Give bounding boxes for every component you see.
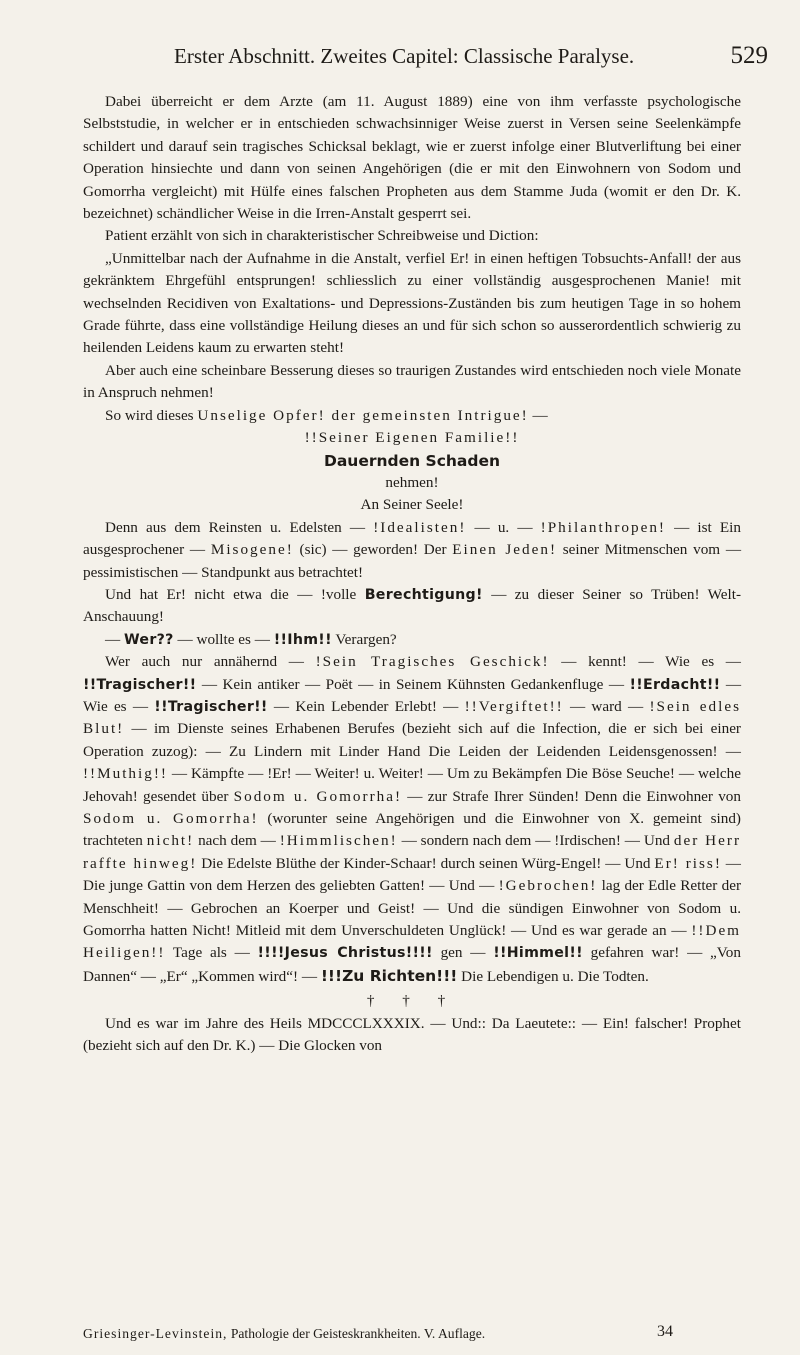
running-title: Erster Abschnitt. Zweites Capitel: Classische Paralyse. bbox=[174, 44, 635, 68]
quote-paragraph: Und hat Er! nicht etwa die — !volle Berechtigung! — zu dieser Seiner so Trüben! Welt-Anschauung! bbox=[83, 585, 742, 626]
page-number: 529 bbox=[730, 42, 768, 69]
paragraph: Dabei überreicht er dem Arzte (am 11. August 1889) eine von ihm verfasste psychologische Selbststudie, in welcher er in entschieden schwachsinniger Weise zuerst in Versen seine Seelenkämpfe schildert und darauf sein tragisches Schicksal beklagt, wie er zuerst infolge einer Blutverliftung bei einer Operation hinsiechte und dann von seinen Angehörigen (die er mit den Einwohnern von Sodom und Gomorrha vergleicht) mit Hülfe eines falschen Propheten aus dem Stamme Juda (womit er den Dr. K. bezeichnet) schändlicher Weise in die Irren-Anstalt gesperrt sei. bbox=[83, 93, 741, 223]
cross-symbols: † † † bbox=[366, 992, 458, 1010]
quote-paragraph: So wird dieses Unselige Opfer! der gemeinsten Intrigue! — bbox=[105, 406, 548, 424]
signature-footer bbox=[83, 1323, 741, 1342]
centered-heading: Dauernden Schaden bbox=[323, 451, 501, 470]
sheet-number: 34 bbox=[657, 1323, 673, 1340]
quote-paragraph: — Wer?? — wollte es — !!Ihm!! Verargen? bbox=[105, 630, 397, 648]
centered-line: nehmen! bbox=[385, 473, 439, 491]
centered-line: An Seiner Seele! bbox=[360, 496, 464, 514]
author-signature: Griesinger-Levinstein, bbox=[83, 1326, 228, 1341]
body-text bbox=[83, 91, 741, 1057]
quote-paragraph: Aber auch eine scheinbare Besserung dieses so traurigen Zustandes wird entschieden noch viele Monate in Anspruch nehmen! bbox=[83, 361, 741, 402]
quote-paragraph: Denn aus dem Reinsten u. Edelsten — !Idealisten! — u. — !Philanthropen! — ist Ein ausgesprochener — Misogene! (sic) — geworden! Der Einen Jeden! seiner Mitmenschen vom — pessimistischen — Standpunkt aus betrachtet! bbox=[83, 518, 742, 581]
quote-paragraph: Und es war im Jahre des Heils MDCCCLXXXIX. — Und:: Da Laeutete:: — Ein! falscher! Prophet (bezieht sich auf den Dr. K.) — Die Glocken von bbox=[83, 1014, 741, 1055]
paragraph: Patient erzählt von sich in charakteristischer Schreibweise und Diction: bbox=[105, 227, 539, 245]
book-title: Pathologie der Geisteskrankheiten. V. Auflage. bbox=[227, 1326, 486, 1341]
quote-paragraph: „Unmittelbar nach der Aufnahme in die Anstalt, verfiel Er! in einen heftigen Tobsuchts-Anfall! der aus gekränktem Ehrgefühl entsprungen! schliesslich zu einer vollständig ausgesprochenen Manie! mit wechselnden Recidiven von Exaltations- und Depressions-Zuständen bis zum heutigen Tage in so hohem Grade führte, dass eine vollständige Heilung dieses an und für sich schon so ausserordentlich schwierig zu heilenden Leidens kaum zu erwarten steht! bbox=[83, 249, 741, 357]
running-header bbox=[84, 44, 768, 70]
quote-paragraph: Wer auch nur annähernd — !Sein Tragisches Geschick! — kennt! — Wie es — !!Tragischer!! — Kein antiker — Poët — in Seinem Kühnsten Gedankenfluge — !!Erdacht!! — Wie es — !!Tragischer!! — Kein Lebender Erlebt! — !!Vergiftet!! — ward — !Sein edles Blut! — im Dienste seines Erhabenen Berufes (bezieht sich auf die Infection, die er sich bei einer Operation zuzog): — Zu Lindern mit Linder Hand Die Leiden der Leidenden Leidensgenossen! — !!Muthig!! — Kämpfte — !Er! — Weiter! u. Weiter! — Um zu Bekämpfen Die Böse Seuche! — welche Jehovah! gesendet über Sodom u. Gomorrha! — zur Strafe Ihrer Sünden! Denn die Einwohner von Sodom u. Gomorrha! (worunter seine Angehörigen und die Einwohner von X. gemeint sind) trachteten nicht! nach dem — !Himmlischen! — sondern nach dem — !Irdischen! — Und der Herr raffte hinweg! Die Edelste Blüthe der Kinder-Schaar! durch seinen Würg-Engel! — Und Er! riss! — Die junge Gattin von dem Herzen des geliebten Gatten! — Und — !Gebrochen! lag der Edle Retter der Menschheit! — Gebrochen an Koerper und Geist! — Und die sündigen Einwohner von Sodom u. Gomorrha hatten Nicht! Mitleid mit dem Unverschuldeten Unglück! — Und es war gerade an — !!Dem Heiligen!! Tage als — !!!!Jesus Christus!!!! gen — !!Himmel!! gefahren war! — „Von Dannen“ — „Er“ „Kommen wird“! — !!!Zu Richten!!! Die Lebendigen u. Die Todten. bbox=[83, 653, 742, 985]
centered-line: !!Seiner Eigenen Familie!! bbox=[304, 429, 520, 447]
